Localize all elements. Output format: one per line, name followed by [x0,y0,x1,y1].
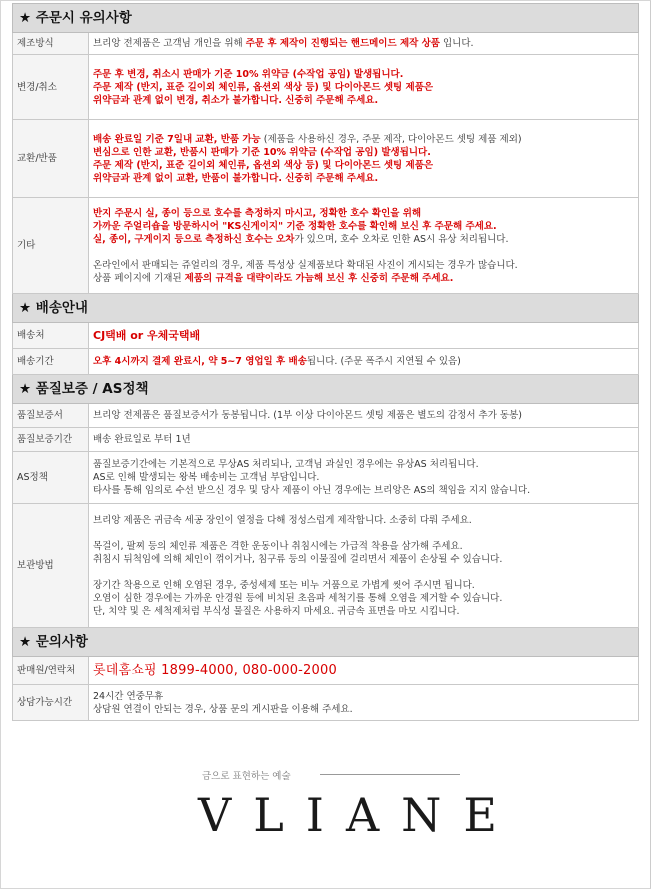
info-table-wrapper [12,3,638,721]
row-value: CJ택배 or 우체국택배 [89,323,639,349]
text: 가 있으며, 호수 오차로 인한 AS시 유상 처리됩니다. [294,233,509,245]
row-value: 브리앙 전제품은 품질보증서가 동봉됩니다. (1부 이상 다이아몬드 셋팅 제품은 별도의 감정서 추가 동봉) [89,404,639,428]
section-title: ★ 배송안내 [13,294,639,323]
row-value [89,685,639,721]
section-warranty-header [13,375,639,404]
row-change [13,55,639,120]
section-shipping-header [13,294,639,323]
row-label: 상담가능시간 [13,685,89,721]
row-value [89,198,639,294]
row-label: AS정책 [13,452,89,504]
footer [0,760,651,870]
row-label: 변경/취소 [13,55,89,120]
highlight-text: 주문 후 변경, 취소시 판매가 기준 10% 위약금 (수작업 공임) 발생됩니다. [93,68,404,80]
text: 브리앙 전제품은 고객님 개인을 위해 [93,38,246,49]
highlight-text: 실, 종이, 구게이지 등으로 측정하신 호수는 오차 [93,233,295,245]
highlight-text: 배송 완료일 기준 7일내 교환, 반품 가능 [93,133,261,145]
row-label: 배송처 [13,323,89,349]
text: 입니다. [439,38,474,49]
highlight-text: 오후 4시까지 결제 완료시, 약 5~7 영업일 후 배송 [93,356,307,367]
brand-logo: VLIANE [198,788,519,842]
row-warranty-period [13,428,639,452]
row-label: 기타 [13,198,89,294]
text: 장기간 착용으로 인해 오염된 경우, 중성세제 또는 비누 거품으로 가볍게 씻어 주시면 됩니다. [93,579,475,591]
section-order-header [13,4,639,33]
row-value [89,120,639,198]
row-value [89,452,639,504]
highlight-text: 주문 제작 (반지, 표준 길이외 체인류, 옵션외 색상 등) 및 다이아몬드 셋팅 제품은 [93,159,434,171]
text: 취침시 뒤척임에 의해 체인이 꺾이거나, 침구류 등의 이물질에 걸리면서 제품이 손상될 수 있습니다. [93,553,503,565]
row-label: 배송기간 [13,349,89,375]
row-value: 배송 완료일로 부터 1년 [89,428,639,452]
info-table [12,3,639,721]
row-label: 보관방법 [13,504,89,628]
highlight-text: 주문 후 제작이 진행되는 핸드메이드 제작 상품 [245,38,440,49]
row-as-policy [13,452,639,504]
row-label: 교환/반품 [13,120,89,198]
text: 품질보증기간에는 기본적으로 무상AS 처리되나, 고객님 과실인 경우에는 유상AS 처리됩니다. [93,459,479,470]
text: 목걸이, 팔찌 등의 체인류 제품은 격한 운동이나 취침시에는 가급적 착용을 삼가해 주세요. [93,540,463,552]
row-manufacture [13,33,639,55]
row-value [89,504,639,628]
text: 온라인에서 판매되는 쥬얼리의 경우, 제품 특성상 실제품보다 확대된 사진이 게시되는 경우가 많습니다. [93,259,518,271]
row-exchange [13,120,639,198]
section-title: ★ 주문시 유의사항 [13,4,639,33]
row-label: 제조방식 [13,33,89,55]
row-carrier [13,323,639,349]
row-etc [13,198,639,294]
row-label: 품질보증서 [13,404,89,428]
row-label: 판매원/연락처 [13,657,89,685]
brand-tagline: 금으로 표현하는 예술 [202,771,291,782]
highlight-text: 가까운 주얼리숍을 방문하시어 "KS신게이지" 기준 정확한 호수를 확인해 보신 후 주문해 주세요. [93,220,497,232]
text: 오염이 심한 경우에는 가까운 안경원 등에 비치된 초음파 세척기를 통해 오염을 제거할 수 있습니다. [93,592,503,604]
section-contact-header [13,628,639,657]
row-value [89,33,639,55]
tagline-rule [320,774,460,775]
row-hours [13,685,639,721]
row-care [13,504,639,628]
row-cert [13,404,639,428]
row-seller [13,657,639,685]
text: 됩니다. (주문 폭주시 지연될 수 있음) [306,356,461,367]
highlight-text: 주문 제작 (반지, 표준 길이외 체인류, 옵션외 색상 등) 및 다이아몬드 셋팅 제품은 [93,81,434,93]
text: 상담원 연결이 안되는 경우, 상품 문의 게시판을 이용해 주세요. [93,703,353,715]
row-value: 롯데홈쇼핑 1899-4000, 080-000-2000 [89,657,639,685]
text: (제품을 사용하신 경우, 주문 제작, 다이아몬드 셋팅 제품 제외) [260,133,522,145]
text: 타사를 통해 임의로 수선 받으신 경우 및 당사 제품이 아닌 경우에는 브리앙은 AS의 책임을 지지 않습니다. [93,485,531,496]
row-value [89,55,639,120]
highlight-text: 위약금과 관계 없이 변경, 취소가 불가합니다. 신중히 주문해 주세요. [93,94,379,106]
highlight-text: 제품의 규격을 대략이라도 가늠해 보신 후 신중히 주문해 주세요. [184,272,454,284]
text: AS로 인해 발생되는 왕복 배송비는 고객님 부담입니다. [93,472,320,483]
highlight-text: 변심으로 인한 교환, 반품시 판매가 기준 10% 위약금 (수작업 공임) 발생됩니다. [93,146,431,158]
section-title: ★ 품질보증 / AS정책 [13,375,639,404]
highlight-text: 반지 주문시 실, 종이 등으로 호수를 측정하지 마시고, 정확한 호수 확인을 위해 [93,207,422,219]
text: 24시간 연중무휴 [93,690,164,702]
row-label: 품질보증기간 [13,428,89,452]
row-value [89,349,639,375]
highlight-text: 위약금과 관계 없이 교환, 반품이 불가합니다. 신중히 주문해 주세요. [93,172,379,184]
row-shipping-period [13,349,639,375]
section-title: ★ 문의사항 [13,628,639,657]
text: 단, 치약 및 은 세척제처럼 부식성 물질은 사용하지 마세요. 귀금속 표면을 마모 시킵니다. [93,605,460,617]
text: 브리앙 제품은 귀금속 세공 장인이 열정을 다해 정성스럽게 제작합니다. 소중히 다뤄 주세요. [93,514,472,526]
text: 상품 페이지에 기재된 [93,272,185,284]
